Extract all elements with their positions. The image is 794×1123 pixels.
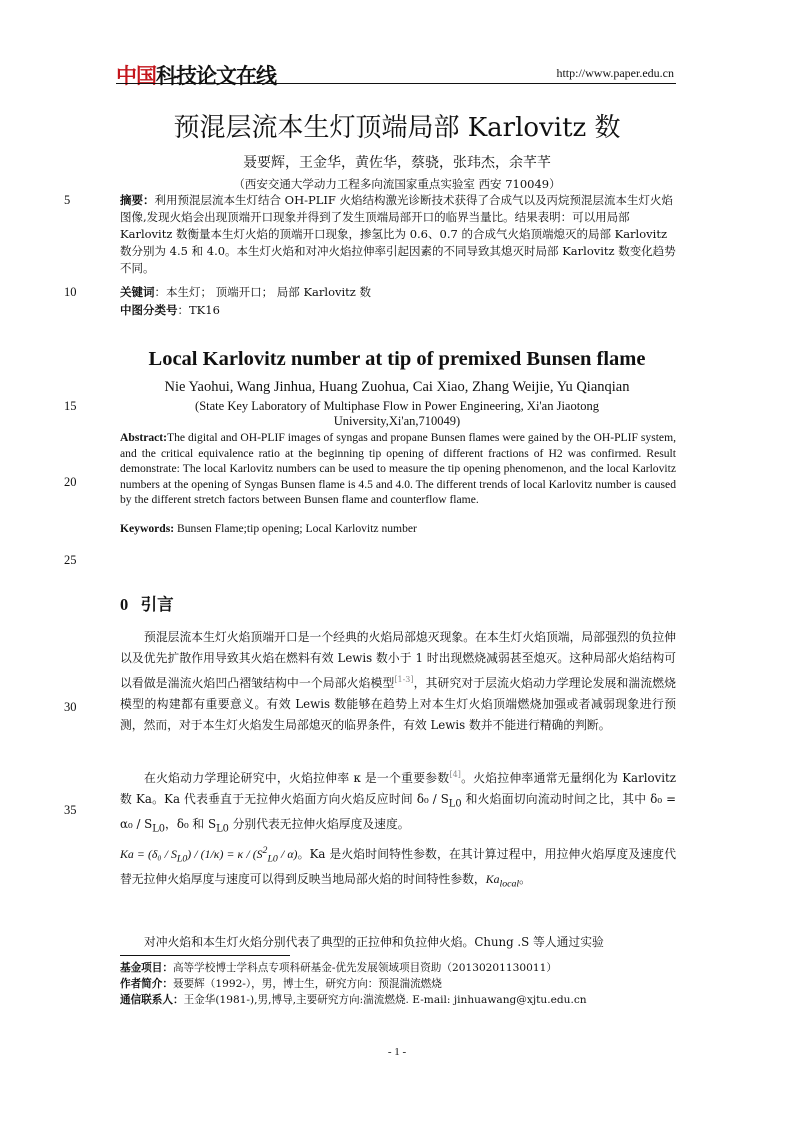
footnote-contact: 通信联系人：王金华(1981-),男,博导,主要研究方向:湍流燃烧. E-mail: jinhuawang@xjtu.edu.cn xyxy=(120,994,587,1006)
header-rule xyxy=(116,83,676,84)
keywords-label-cn: 关键词 xyxy=(120,285,155,299)
abstract-label-en: Abstract: xyxy=(120,431,168,444)
abstract-text-en: The digital and OH-PLIF images of syngas and propane Bunsen flames were gained by the OH-PLIF system, and the critical equivalence ratio at the beginning tip opening of different fractions of H2 was confirmed. Result demonstrate: The local Karlovitz numbers can be used to measure the tip opening phenomenon, and the local Karlovitz numbers at the opening of Syngas Bunsen flame is 4.5 and 4.0. The different trends of local Karlovitz number is caused by the different stretch factors between Bunsen flame and counterflow flame. xyxy=(120,431,676,506)
citation-ref[interactable]: [4] xyxy=(449,770,461,779)
section-number: 0 xyxy=(120,595,129,614)
abstract-label-cn: 摘要： xyxy=(120,193,155,207)
keywords-cn: 关键词：本生灯； 顶端开口； 局部 Karlovitz 数 xyxy=(120,285,372,299)
affiliation-en-line2: University,Xi'an,710049) xyxy=(333,414,461,428)
keywords-en: Keywords: Bunsen Flame;tip opening; Local Karlovitz number xyxy=(120,522,417,535)
authors-en: Nie Yaohui, Wang Jinhua, Huang Zuohua, Cai Xiao, Zhang Weijie, Yu Qianqian xyxy=(164,379,630,395)
body-paragraph-3: 对冲火焰和本生灯火焰分别代表了典型的正拉伸和负拉伸火焰。Chung .S 等人通过实验 xyxy=(144,935,604,949)
footnote-fund: 基金项目：高等学校博士学科点专项科研基金-优先发展领域项目资助（20130201130011） xyxy=(120,962,557,974)
body-paragraph-1: 预混层流本生灯火焰顶端开口是一个经典的火焰局部熄灭现象。在本生灯火焰顶端，局部强烈的负拉伸以及优先扩散作用导致其火焰在燃料有效 Lewis 数小于 1 时出现燃烧减弱甚至熄灭。这种局部火焰结构可以看做是湍流火焰凹凸褶皱结构中一个局部火焰模型[1-3]，其研究对于层流火焰动力学理论发展和湍流燃烧模型的构建都有重要意义。有效 Lewis 数能够在趋势上对本生灯火焰顶端燃烧加强或者减弱现象进行预测，然而，对于本生灯火焰发生局部熄灭的临界条件，有效 Lewis 数并不能进行精确的判断。 xyxy=(120,630,676,732)
line-number: 30 xyxy=(64,700,77,714)
line-number: 25 xyxy=(64,553,77,567)
line-number: 20 xyxy=(64,475,77,489)
paper-title-cn: 预混层流本生灯顶端局部 Karlovitz 数 xyxy=(173,113,621,143)
paper-title-en: Local Karlovitz number at tip of premixed Bunsen flame xyxy=(148,348,646,370)
abstract-en xyxy=(120,430,676,508)
formula-ka: $Ka = (\delta_0 / S_{L0}) / (1/\kappa) = \kappa / (S^2_{L0} / \alpha)$ xyxy=(120,844,298,864)
abstract-text-cn: 利用预混层流本生灯结合 OH-PLIF 火焰结构激光诊断技术获得了合成气以及丙烷预混层流本生灯火焰图像,发现火焰会出现顶端开口现象并得到了发生顶端局部开口的临界当量比。结果表明：可以用局部 Karlovitz 数衡量本生灯火焰的顶端开口现象，掺氢比为 0.6、0.7 的合成气火焰顶端熄灭的局部 Karlovitz 数分别为 4.5 和 4.0。本生灯火焰和对冲火焰拉伸率引起因素的不同导致其熄灭时局部 Karlovitz 数变化趋势不同。 xyxy=(120,193,676,275)
line-number: 35 xyxy=(64,803,77,817)
body-paragraph-2: 在火焰动力学理论研究中，火焰拉伸率 κ 是一个重要参数[4]。火焰拉伸率通常无量纲化为 Karlovitz 数 Ka。Ka 代表垂直于无拉伸火焰面方向火焰反应时间 $\delta_0 / S_{L0}$ 和火焰面切向流动时间之比，其中 $\delta_0 = \alpha_0 / S_{L0}$，δ₀ 和 $S_{L0}$ 分别代表无拉伸火焰厚度及速度。 $Ka = (\delta_0 / S_{L0}) / (1/\kappa) = \kappa / (S^2_{L0} / \alpha)$。Ka 是火焰时间特性参数，在其计算过程中，用拉伸火焰厚度及速度代替无拉伸火焰厚度与速度可以得到反映当地局部火焰的时间特性参数，$Ka_{local}$。 xyxy=(120,770,677,890)
ka-local: $Ka_{local}$ xyxy=(485,871,520,890)
line-number: 10 xyxy=(64,285,77,299)
footnote-author: 作者简介：聂要辉（1992-），男，博士生，研究方向：预混湍流燃烧 xyxy=(120,978,442,990)
line-number: 15 xyxy=(64,399,77,413)
classification-label-cn: 中图分类号 xyxy=(120,303,178,317)
section-heading xyxy=(120,591,174,615)
affiliation-cn: （西安交通大学动力工程多向流国家重点实验室 西安 710049） xyxy=(233,177,561,191)
abstract-cn xyxy=(120,192,676,277)
citation-ref[interactable]: [1-3] xyxy=(394,675,414,684)
journal-url[interactable]: http://www.paper.edu.cn xyxy=(556,66,674,80)
line-number: 5 xyxy=(64,193,71,207)
footnote-rule xyxy=(120,955,290,956)
affiliation-en-line1: (State Key Laboratory of Multiphase Flow in Power Engineering, Xi'an Jiaotong xyxy=(195,399,599,413)
keywords-label-en: Keywords: xyxy=(120,522,175,535)
authors-cn: 聂要辉，王金华，黄佐华，蔡骁，张玮杰，余芊芊 xyxy=(243,155,551,171)
journal-logo: 中国科技论文在线 xyxy=(116,64,276,88)
page-number: - 1 - xyxy=(387,1046,407,1058)
classification-cn: 中图分类号：TK16 xyxy=(120,303,220,317)
section-title: 引言 xyxy=(140,595,174,614)
